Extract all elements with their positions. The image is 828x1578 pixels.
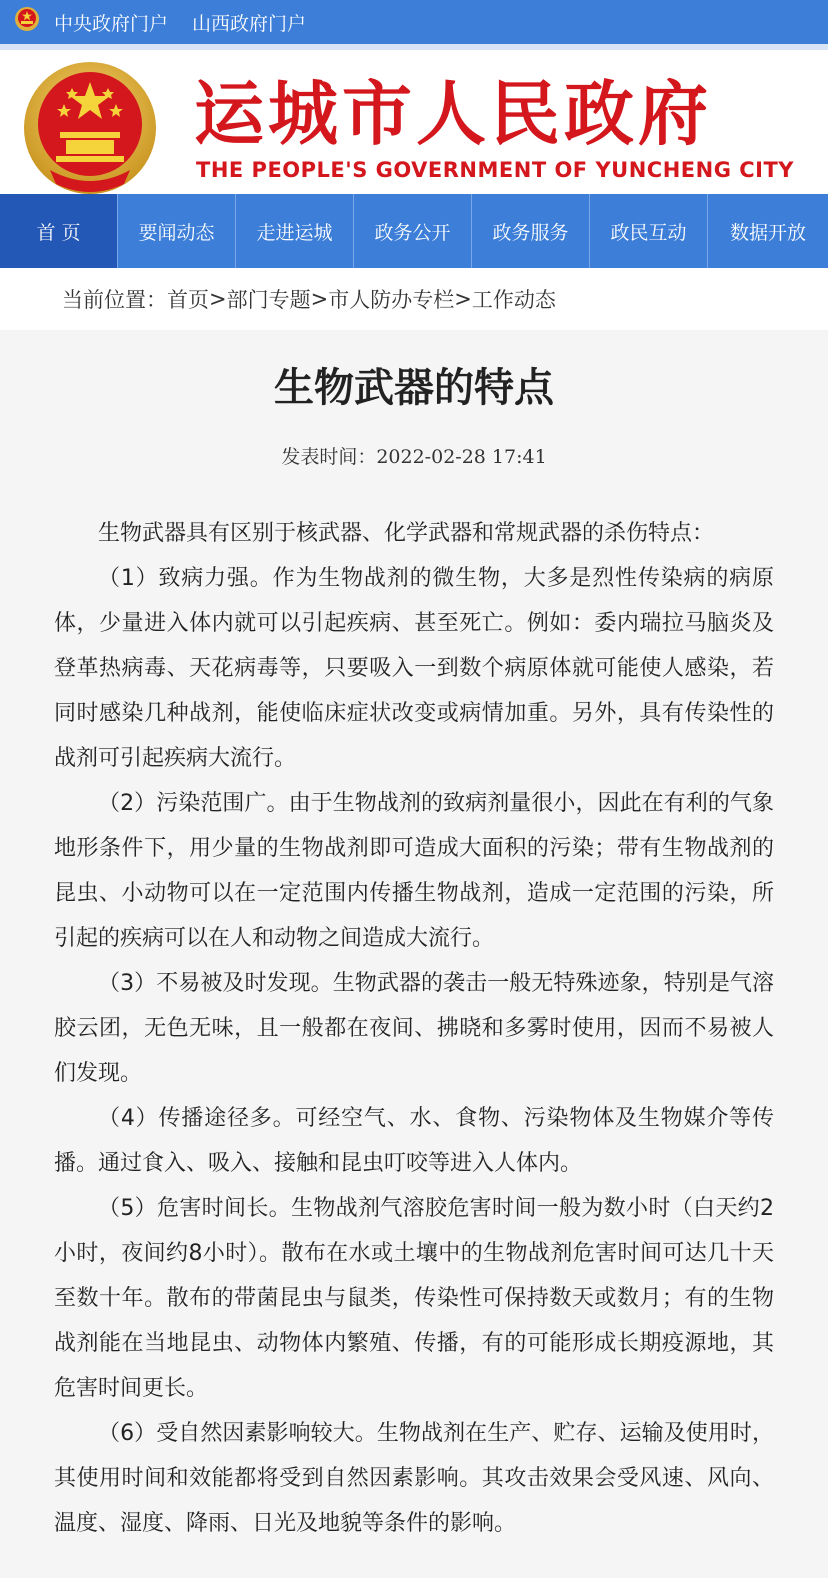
breadcrumb-separator: >: [454, 287, 472, 311]
site-title-cn: 运城市人民政府: [194, 73, 712, 155]
article-paragraph: （5）危害时间长。生物战剂气溶胶危害时间一般为数小时（白天约2小时，夜间约8小时）。散布在水或土壤中的生物战剂危害时间可达几十天至数十年。散布的带菌昆虫与鼠类，传染性可保持数天或数月；有的生物战剂能在当地昆虫、动物体内繁殖、传播，有的可能形成长期疫源地，其危害时间更长。: [54, 1196, 774, 1401]
breadcrumb-dept-topics[interactable]: 部门专题: [226, 288, 311, 312]
breadcrumb-separator: >: [209, 287, 227, 311]
top-bar: [0, 0, 828, 44]
article-paragraph: （2）污染范围广。由于生物战剂的致病剂量很小，因此在有利的气象地形条件下，用少量的生物战剂即可造成大面积的污染；带有生物战剂的昆虫、小动物可以在一定范围内传播生物战剂，造成一定范围的污染，所引起的疾病可以在人和动物之间造成大流行。: [54, 791, 774, 951]
publish-time: 2022-02-28 17:41: [376, 446, 547, 468]
nav-news[interactable]: 要闻动态: [118, 194, 236, 268]
nav-home[interactable]: 首 页: [0, 194, 118, 268]
main-nav: [0, 194, 828, 268]
central-gov-portal-link[interactable]: 中央政府门户: [54, 12, 169, 35]
nav-gov-services[interactable]: 政务服务: [472, 194, 590, 268]
article: [0, 364, 828, 1546]
national-emblem-logo[interactable]: [20, 60, 160, 200]
nav-open-data[interactable]: 数据开放: [729, 221, 806, 244]
article-body: [54, 511, 774, 1546]
nav-gov-affairs-open[interactable]: 政务公开: [354, 194, 472, 268]
article-paragraph: （6）受自然因素影响较大。生物战剂在生产、贮存、运输及使用时，其使用时间和效能都将受到自然因素影响。其攻击效果会受风速、风向、温度、湿度、降雨、日光及地貌等条件的影响。: [54, 1421, 774, 1536]
nav-about-yuncheng[interactable]: 走进运城: [236, 194, 354, 268]
publish-time-label: 发表时间：: [281, 446, 377, 468]
article-meta: [54, 442, 774, 469]
nav-interaction[interactable]: 政民互动: [590, 194, 708, 268]
site-header: [0, 44, 828, 194]
breadcrumb-home[interactable]: 首页: [167, 288, 209, 312]
article-paragraph: （3）不易被及时发现。生物武器的袭击一般无特殊迹象，特别是气溶胶云团，无色无味，且一般都在夜间、拂晓和多雾时使用，因而不易被人们发现。: [54, 971, 774, 1086]
site-title-en: THE PEOPLE'S GOVERNMENT OF YUNCHENG CITY: [196, 158, 795, 182]
national-emblem-icon: [14, 6, 40, 32]
shanxi-gov-portal-link[interactable]: 山西政府门户: [192, 12, 307, 35]
breadcrumb-civil-defense-column[interactable]: 市人防办专栏: [328, 288, 455, 312]
breadcrumb-prefix: 当前位置：: [62, 288, 167, 312]
breadcrumb-separator: >: [310, 287, 329, 311]
article-paragraph: （1）致病力强。作为生物战剂的微生物，大多是烈性传染病的病原体，少量进入体内就可以引起疾病、甚至死亡。例如：委内瑞拉马脑炎及登革热病毒、天花病毒等，只要吸入一到数个病原体就可能使人感染，若同时感染几种战剂，能使临床症状改变或病情加重。另外，具有传染性的战剂可引起疾病大流行。: [54, 566, 774, 771]
breadcrumb: [0, 268, 828, 330]
article-paragraph: 生物武器具有区别于核武器、化学武器和常规武器的杀伤特点：: [98, 521, 715, 546]
breadcrumb-work-updates[interactable]: 工作动态: [471, 288, 556, 312]
article-title: 生物武器的特点: [274, 365, 554, 411]
article-paragraph: （4）传播途径多。可经空气、水、食物、污染物体及生物媒介等传播。通过食入、吸入、接触和昆虫叮咬等进入人体内。: [54, 1106, 774, 1176]
